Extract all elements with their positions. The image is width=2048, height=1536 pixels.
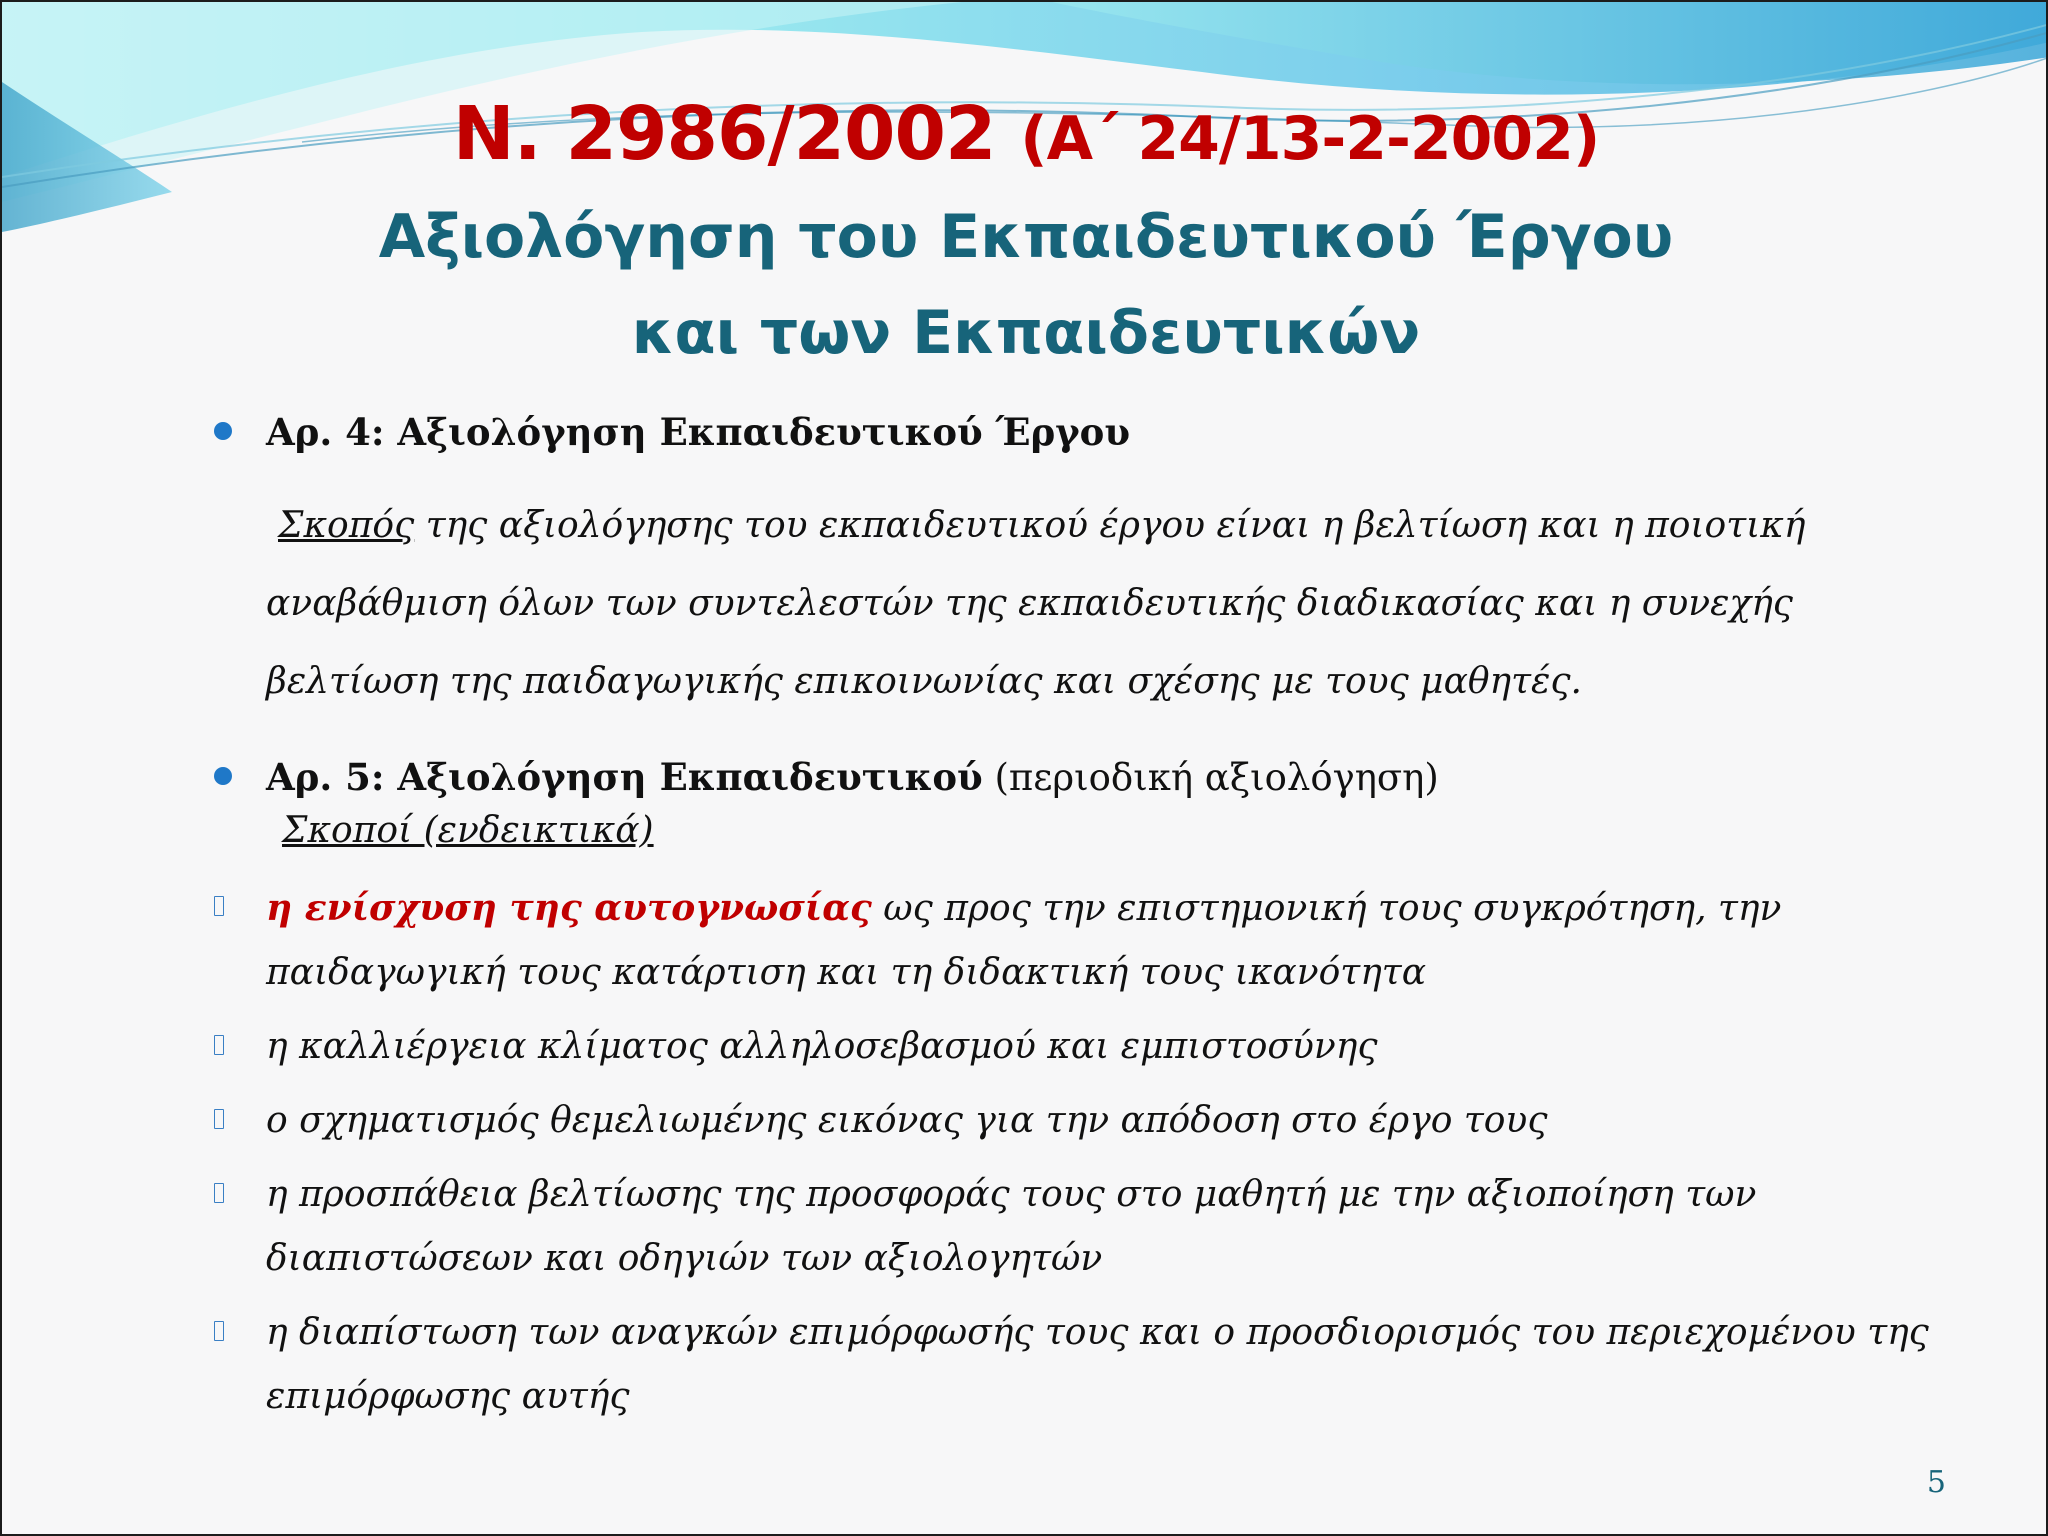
- article-4-title: Αρ. 4: Αξιολόγηση Εκπαιδευτικού Έργου: [266, 410, 1130, 454]
- subtitle-line-2: και των Εκπαιδευτικών: [631, 298, 1421, 368]
- title-block: [2, 84, 2048, 381]
- bullet-dot-icon: [214, 767, 232, 785]
- list-item: [210, 876, 1950, 1005]
- aims-list: [210, 876, 1950, 1429]
- article-4-paragraph: [210, 487, 1950, 721]
- page-title: [2, 84, 2048, 189]
- square-bullet-icon: [214, 1109, 224, 1129]
- subtitle-line-1: Αξιολόγηση του Εκπαιδευτικού Έργου: [378, 202, 1674, 272]
- article-4-heading: [210, 402, 1950, 463]
- purpose-word: Σκοπός: [278, 505, 415, 546]
- list-item: [210, 1163, 1950, 1291]
- article-5-note: (περιοδική αξιολόγηση): [994, 756, 1439, 799]
- aim-text: η διαπίστωση των αναγκών επιμόρφωσής τους και ο προσδιορισμός του περιεχομένου της επιμόρφωσης αυτής: [266, 1312, 1929, 1417]
- aims-label: Σκοποί (ενδεικτικά): [282, 810, 654, 851]
- article-4-text: της αξιολόγησης του εκπαιδευτικού έργου είναι η βελτίωση και η ποιοτική αναβάθμιση όλων των συντελεστών της εκπαιδευτικής διαδικασίας και η συνεχής βελτίωση της παιδαγωγικής επικοινωνίας και σχέσης με τους μαθητές.: [266, 505, 1806, 702]
- list-item: [210, 1301, 1950, 1429]
- page-number: 5: [1926, 1465, 1946, 1500]
- square-bullet-icon: [214, 1321, 224, 1341]
- aim-text: ως προς την επιστημονική τους συγκρότηση, την παιδαγωγική τους κατάρτιση και τη διδακτική τους ικανότητα: [266, 888, 1782, 993]
- list-item: [210, 1015, 1950, 1079]
- bullet-dot-icon: [214, 422, 232, 440]
- article-5-title: Αρ. 5: Αξιολόγηση Εκπαιδευτικού: [266, 755, 983, 799]
- list-item: [210, 1089, 1950, 1153]
- square-bullet-icon: [214, 1035, 224, 1055]
- aim-text: ο σχηματισμός θεμελιωμένης εικόνας για την απόδοση στο έργο τους: [266, 1100, 1548, 1141]
- aim-text: η προσπάθεια βελτίωσης της προσφοράς τους στο μαθητή με την αξιοποίηση των διαπιστώσεων και οδηγιών των αξιολογητών: [266, 1174, 1757, 1279]
- article-5-heading: [210, 747, 1950, 808]
- aim-highlight: η ενίσχυση της αυτογνωσίας: [266, 887, 872, 929]
- gazette-reference: (Α΄ 24/13-2-2002): [1020, 104, 1600, 174]
- square-bullet-icon: [214, 1183, 224, 1203]
- slide-content: [210, 402, 1950, 1439]
- law-number: Ν. 2986/2002: [452, 91, 996, 177]
- square-bullet-icon: [214, 896, 224, 916]
- aim-text: η καλλιέργεια κλίματος αλληλοσεβασμού και εμπιστοσύνης: [266, 1026, 1378, 1067]
